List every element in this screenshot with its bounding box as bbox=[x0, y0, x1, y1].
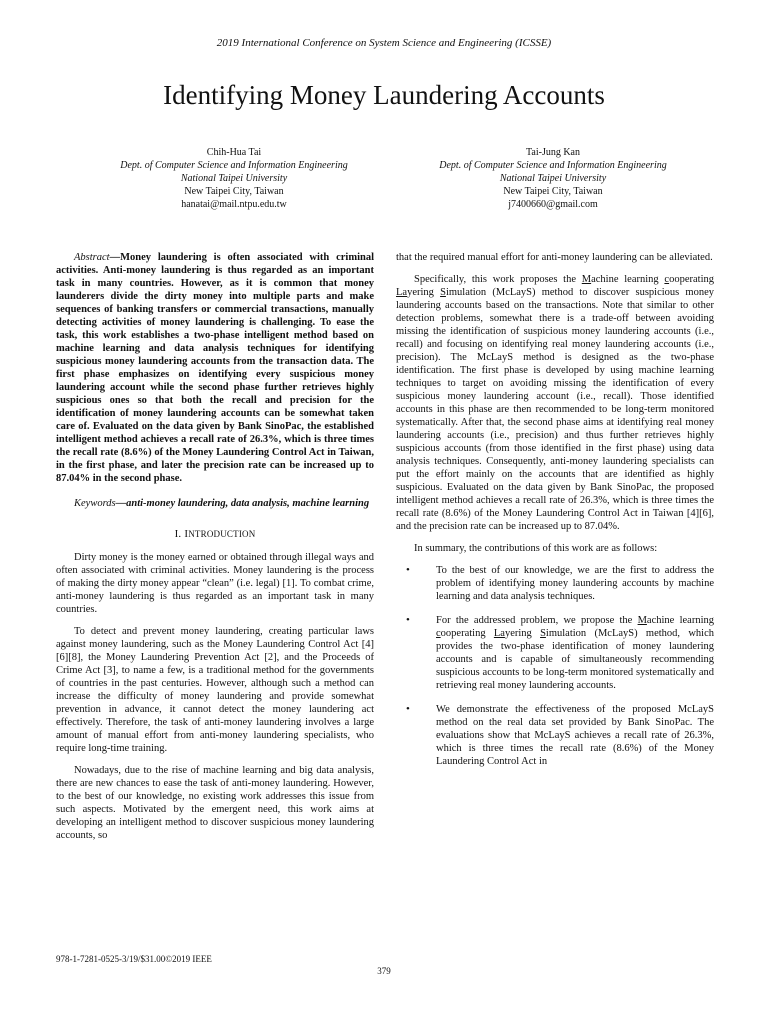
text-run: For the addressed problem, we propose the bbox=[436, 615, 638, 626]
abstract bbox=[56, 251, 374, 485]
author-univ: National Taipei University bbox=[499, 173, 607, 184]
acronym-letter: La bbox=[493, 628, 505, 639]
text-run: yering bbox=[504, 628, 541, 639]
section-first-letter: I bbox=[184, 528, 189, 540]
text-run: imulation (McLayS) method to discover suspicious money laundering accounts based on the transactions. Note that similar to other detection problems, somewhat there is a trade-off between avoiding missing the identification of suspicious money laundering accounts (i.e., recall) and focusing on identifying real money laundering accounts (i.e., precision). The McLayS method is designed as the two-phase identification. The first phase is developed by using machine learning techniques to target on avoiding missing the identification of every suspicious money laundering account (i.e., recall). Those identified accounts in this phase are then recommended to be long-term monitored systematically. After that, the second phase aims at identifying real money laundering accounts (i.e., precision) and thus further retrieves highly suspicious accounts (from those identified in the first phase) using data analysis techniques. Consequently, anti-money laundering specialists can put the effort mainly on the accounts that are identified as highly suspicious. Evaluated on the data given by Bank SinoPac, the proposed intelligent method achieves a recall rate of 26.3%, which is three times the recall rate (8.6%) of the Money Laundering Control Act in Taiwan [4][6], and the precision rate can be increased up to 87.04%. bbox=[396, 287, 714, 532]
author-name: Chih-Hua Tai bbox=[206, 147, 262, 158]
section-title-rest: NTRODUCTION bbox=[188, 529, 256, 539]
author-city: New Taipei City, Taiwan bbox=[184, 186, 284, 197]
paper-title: Identifying Money Laundering Accounts bbox=[163, 80, 605, 110]
author-block-1 bbox=[84, 146, 384, 211]
left-column bbox=[56, 251, 374, 851]
acronym-letter: M bbox=[637, 615, 647, 626]
author-name: Tai-Jung Kan bbox=[525, 147, 580, 158]
list-item bbox=[396, 614, 714, 692]
conference-header: 2019 International Conference on System Science and Engineering (ICSSE) bbox=[216, 37, 552, 49]
contributions-list bbox=[396, 564, 714, 768]
abstract-text: —Money laundering is often associated with criminal activities. Anti-money laundering is thus regarded as an important task in many countries. However, as it is common that money launderers divide the dirty money into multiple parts and make sequences of banking transfers or commercial transactions, manually detecting activities of money laundering is challenging. To ease the task, this work establishes a two-phase intelligent method based on machine learning and data analysis techniques for identifying suspicious money laundering accounts from the transaction data. The first phase emphasizes on identifying every suspicious money laundering account while the second phase further retrieves highly suspicious ones so that both the recall and precision for the identification of money laundering accounts can be somewhat taken care of. Evaluated on the data given by Bank SinoPac, the established intelligent method achieves a recall rate of 26.3%, which is three times the recall rate (8.6%) of the Money Laundering Control Act in Taiwan, in the first phase, and later the precision rate can be increased up to 87.04% in the second phase. bbox=[56, 252, 374, 484]
text-run: ooperating bbox=[669, 274, 714, 285]
section-number: I. bbox=[174, 528, 182, 540]
text-run: ooperating bbox=[440, 628, 494, 639]
acronym-letter: S bbox=[540, 628, 546, 639]
text-run: achine learning bbox=[646, 615, 714, 626]
bullet-icon: • bbox=[406, 703, 410, 715]
text-run: imulation (McLayS) method, which provides the two-phase identification of money laundering accounts and is capable of simultaneously recommending suspicious accounts to be long-term monitored systematically and retrieving real money laundering accounts. bbox=[436, 628, 714, 691]
intro-paragraph-1: Dirty money is the money earned or obtained through illegal ways and often associated with criminal activities. Money laundering is the process of making the dirty money appear “clean” (i.e. legal) [1]. To combat crime, anti-money laundering is thus regarded as an important task in many countries. bbox=[56, 552, 374, 615]
author-block-2 bbox=[403, 146, 703, 211]
section-heading-introduction bbox=[56, 528, 374, 541]
method-paragraph bbox=[396, 273, 714, 533]
abstract-lead: Abstract bbox=[74, 252, 110, 263]
list-item-text: We demonstrate the effectiveness of the proposed McLayS method on the real data set provided by Bank SinoPac. The evaluations show that McLayS achieves a recall rate of 26.3%, which is three times the recall rate (8.6%) of the Money Laundering Control Act in bbox=[436, 704, 714, 767]
intro-paragraph-3: Nowadays, due to the rise of machine learning and big data analysis, there are new chances to ease the task of anti-money laundering. However, to the best of our knowledge, no existing work addresses this issue from such aspects. Motivated by the emergent need, this work aims at developing an intelligent method to discover suspicious money laundering accounts, so bbox=[56, 765, 374, 841]
acronym-letter: La bbox=[396, 287, 408, 298]
bullet-icon: • bbox=[406, 614, 410, 626]
author-city: New Taipei City, Taiwan bbox=[503, 186, 603, 197]
author-dept: Dept. of Computer Science and Information Engineering bbox=[120, 160, 348, 171]
right-column bbox=[396, 251, 714, 779]
list-item bbox=[396, 564, 714, 603]
intro-paragraph-2: To detect and prevent money laundering, creating particular laws against money laundering, such as the Money Laundering Control Act [4][6][8], the Money Laundering Prevention Act [2], and the Proceeds of Crime Act [3], to name a few, is a traditional method for the governments of countries in the past centuries. However, although such a method can increase the difficulty of money laundering and provide somewhat prevention in advance, it cannot detect the money laundering act effectively. Therefore, the task of anti-money laundering involves a large amount of manual effort from anti-money laundering specialists, who require long-time training. bbox=[56, 626, 374, 754]
acronym-letter: c bbox=[436, 628, 441, 639]
author-univ: National Taipei University bbox=[180, 173, 288, 184]
acronym-letter: M bbox=[581, 274, 592, 285]
author-email: hanatai@mail.ntpu.edu.tw bbox=[181, 199, 287, 210]
list-item bbox=[396, 703, 714, 768]
page-number: 379 bbox=[377, 966, 391, 976]
summary-paragraph: In summary, the contributions of this work are as follows: bbox=[414, 543, 658, 554]
keywords-text: —anti-money laundering, data analysis, machine learning bbox=[115, 498, 370, 509]
author-dept: Dept. of Computer Science and Information Engineering bbox=[439, 160, 667, 171]
keywords-lead: Keywords bbox=[74, 498, 116, 509]
copyright-footer: 978-1-7281-0525-3/19/$31.00©2019 IEEE bbox=[56, 954, 212, 964]
list-item-text: To the best of our knowledge, we are the first to address the problem of identifying money laundering accounts by machine learning and data analysis techniques. bbox=[436, 565, 714, 602]
text-run: yering bbox=[407, 287, 441, 298]
acronym-letter: S bbox=[440, 287, 446, 298]
acronym-letter: c bbox=[664, 274, 670, 285]
text-run: Specifically, this work proposes the bbox=[414, 274, 582, 285]
bullet-icon: • bbox=[406, 564, 410, 576]
author-email: j7400660@gmail.com bbox=[508, 199, 598, 210]
keywords bbox=[56, 497, 374, 510]
continued-paragraph: that the required manual effort for anti-money laundering can be alleviated. bbox=[396, 252, 713, 263]
text-run: achine learning bbox=[591, 274, 665, 285]
